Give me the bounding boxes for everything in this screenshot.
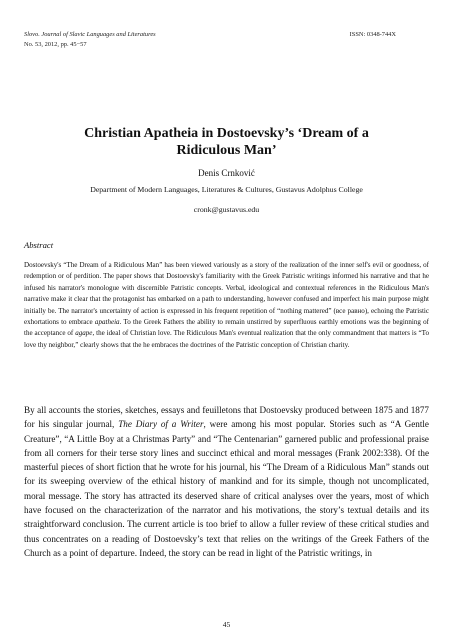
- abstract-part-2: . To the Greek Fathers the ability to remain unstirred by superfluous earthly emotions was the beginning of the acceptance of: [24, 318, 429, 338]
- title-line-1: Christian Apatheia in Dostoevsky’s ‘Dream of a: [84, 126, 369, 141]
- body-emphasis-1: The Diary of a Writer: [118, 419, 204, 430]
- issue-info: No. 53, 2012, pp. 45−57: [24, 40, 87, 48]
- journal-name: Slovo. Journal of Slavic Languages and Literatures: [24, 31, 156, 38]
- abstract-heading: Abstract: [24, 240, 54, 250]
- page-number: 45: [222, 620, 231, 629]
- abstract-part-1: Dostoevsky's “The Dream of a Ridiculous Man” has been viewed variously as a story of the realization of the inner self's evil or goodness, of redemption or of perdition. The paper shows that Dostoevsky's familiarity with the Greek Patristic writings informed his narrative and that he infused his narrator's monologue with discernible Patristic concepts. Verbal, ideological and contextual references in the Ridiculous Man's narrative make it clear that the protagonist has embarked on a path to understanding, however confused and imperfect his main purpose might initially be. The narrator's uncertainty of action is expressed in his frequent repetition of “nothing mattered” (все равно), echoing the Patristic exhortations to embrace: [24, 261, 429, 327]
- author-name: Denis Crnković: [198, 168, 255, 178]
- abstract-emphasis-1: apatheia: [94, 318, 120, 327]
- abstract-emphasis-2: agape: [75, 329, 93, 338]
- running-header: [24, 30, 156, 49]
- article-title: [24, 125, 429, 159]
- abstract-text: [24, 260, 429, 351]
- author-email: cronk@gustavus.edu: [193, 205, 260, 214]
- abstract-part-3: , the ideal of Christian love. The Ridiculous Man's eventual realization that the only commandment that matters is “To love thy neighbor,” clearly shows that the he embraces the doctrines of the Patristic conception of Christian charity.: [24, 329, 429, 349]
- body-paragraph: [24, 403, 429, 560]
- author-affiliation: Department of Modern Languages, Literatures & Cultures, Gustavus Adolphus College: [90, 185, 363, 194]
- body-part-1: By all accounts the stories, sketches, essays and feuilletons that Dostoevsky produced between 1875 and 1877 for his singular journal,: [24, 405, 429, 430]
- title-line-2: Ridiculous Man’: [176, 143, 277, 158]
- body-part-2: , were among his most popular. Stories such as “A Gentle Creature”, “A Little Boy at a Christmas Party” and “The Centenarian” garnered public and professional praise from all corners for their terse story lines and succinct ethical and moral messages (Frank 2002:338). Of the masterful pieces of short fiction that he wrote for his journal, his “The Dream of a Ridiculous Man” stands out for its sweeping overview of the ethical history of mankind and for its simple, though not uncomplicated, moral message. The story has attracted its deserved share of critical analyses over the years, most of which have focused on the characterization of the narrator and his motivations, the story’s textual details and its straightforward conclusion. The current article is too brief to allow a fuller review of these critical studies and thus concentrates on a reading of Dostoevsky’s text that relies on the writings of the Greek Fathers of the Church as a point of departure. Indeed, the story can be read in light of the Patristic writings, in: [24, 419, 429, 558]
- issn: ISSN: 0348-744X: [349, 31, 396, 38]
